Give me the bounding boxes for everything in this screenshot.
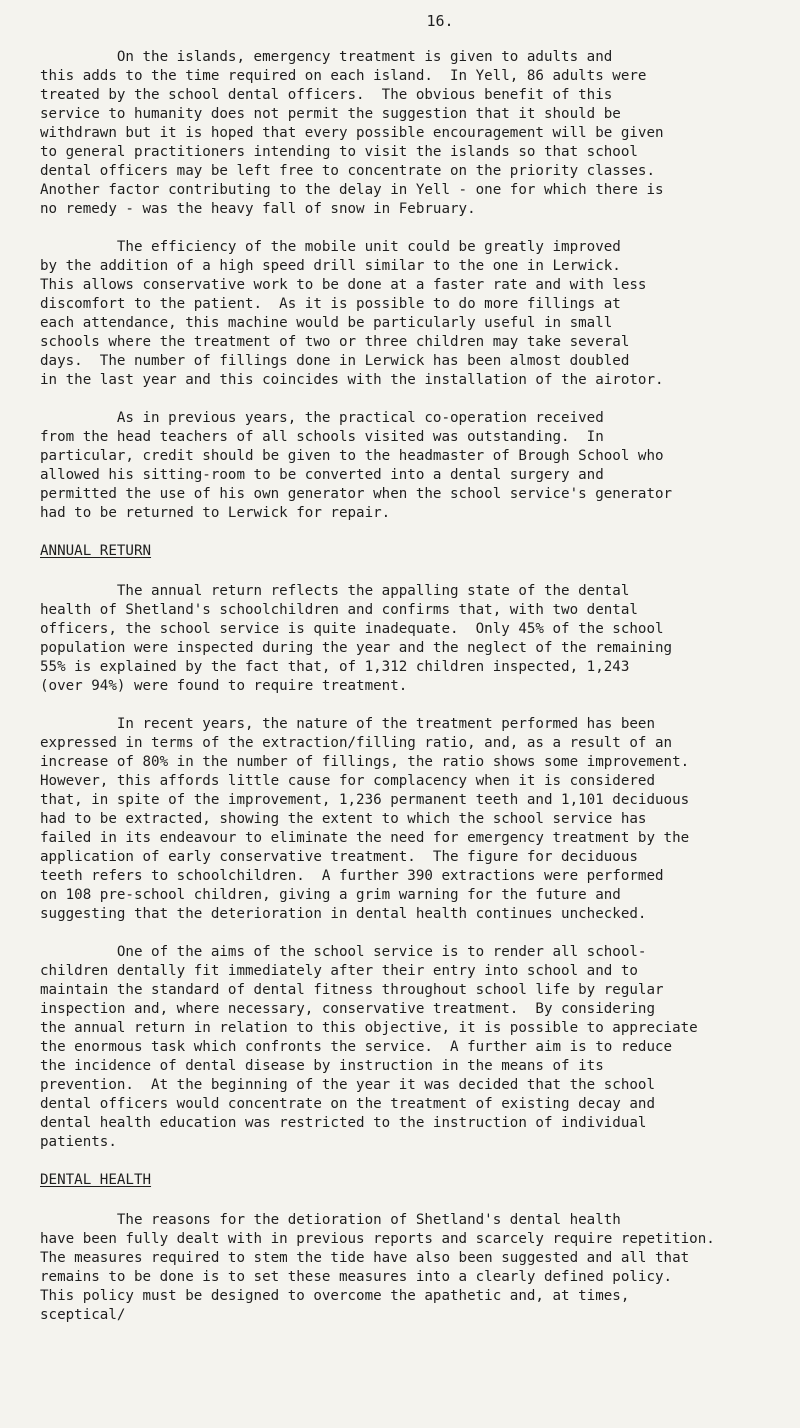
text-line: (over 94%) were found to require treatment. — [40, 678, 408, 694]
text-line: dental health education was restricted to the instruction of individual — [40, 1115, 647, 1131]
text-line: The efficiency of the mobile unit could be greatly improved — [40, 239, 621, 255]
text-line: the incidence of dental disease by instruction in the means of its — [40, 1058, 604, 1074]
text-line: allowed his sitting-room to be converted into a dental surgery and — [40, 467, 604, 483]
text-line: no remedy - was the heavy fall of snow in February. — [40, 201, 476, 217]
text-line: increase of 80% in the number of fillings, the ratio shows some improvement. — [40, 754, 690, 770]
text-line: on 108 pre-school children, giving a grim warning for the future and — [40, 887, 621, 903]
text-line: children dentally fit immediately after their entry into school and to — [40, 963, 638, 979]
text-line: This policy must be designed to overcome the apathetic and, at times, — [40, 1288, 630, 1304]
text-line: from the head teachers of all schools visited was outstanding. In — [40, 429, 604, 445]
paragraph-5 — [40, 715, 780, 924]
text-line: dental officers may be left free to concentrate on the priority classes. — [40, 163, 655, 179]
paragraph-2 — [40, 238, 780, 390]
text-line: teeth refers to schoolchildren. A further 390 extractions were performed — [40, 868, 664, 884]
text-line: 55% is explained by the fact that, of 1,312 children inspected, 1,243 — [40, 659, 630, 675]
document-body — [40, 48, 780, 1325]
text-line: population were inspected during the year and the neglect of the remaining — [40, 640, 673, 656]
paragraph-6 — [40, 943, 780, 1152]
text-line: schools where the treatment of two or three children may take several — [40, 334, 630, 350]
text-line: The annual return reflects the appalling state of the dental — [40, 583, 630, 599]
text-line: prevention. At the beginning of the year it was decided that the school — [40, 1077, 655, 1093]
text-line: to general practitioners intending to visit the islands so that school — [40, 144, 638, 160]
text-line: discomfort to the patient. As it is possible to do more fillings at — [40, 296, 621, 312]
text-line: that, in spite of the improvement, 1,236 permanent teeth and 1,101 deciduous — [40, 792, 690, 808]
text-line: patients. — [40, 1134, 117, 1150]
text-line: had to be returned to Lerwick for repair. — [40, 505, 391, 521]
text-line: by the addition of a high speed drill similar to the one in Lerwick. — [40, 258, 621, 274]
paragraph-1 — [40, 48, 780, 219]
text-line: suggesting that the deterioration in dental health continues unchecked. — [40, 906, 647, 922]
text-line: The reasons for the detioration of Shetland's dental health — [40, 1212, 621, 1228]
text-line: On the islands, emergency treatment is given to adults and — [40, 49, 613, 65]
text-line: this adds to the time required on each island. In Yell, 86 adults were — [40, 68, 647, 84]
paragraph-4 — [40, 582, 780, 696]
text-line: the enormous task which confronts the service. A further aim is to reduce — [40, 1039, 673, 1055]
text-line: Another factor contributing to the delay in Yell - one for which there is — [40, 182, 664, 198]
document-page — [40, 12, 780, 1344]
section-heading-2: DENTAL HEALTH — [40, 1172, 152, 1188]
text-line: The measures required to stem the tide have also been suggested and all that — [40, 1250, 690, 1266]
text-line: officers, the school service is quite inadequate. Only 45% of the school — [40, 621, 664, 637]
text-line: sceptical/ — [40, 1307, 126, 1323]
text-line: remains to be done is to set these measures into a clearly defined policy. — [40, 1269, 673, 1285]
text-line: treated by the school dental officers. The obvious benefit of this — [40, 87, 613, 103]
text-line: the annual return in relation to this objective, it is possible to appreciate — [40, 1020, 698, 1036]
paragraph-7 — [40, 1211, 780, 1325]
text-line: health of Shetland's schoolchildren and confirms that, with two dental — [40, 602, 638, 618]
text-line: permitted the use of his own generator when the school service's generator — [40, 486, 673, 502]
text-line: This allows conservative work to be done at a faster rate and with less — [40, 277, 647, 293]
text-line: inspection and, where necessary, conservative treatment. By considering — [40, 1001, 655, 1017]
page-number: 16. — [426, 12, 454, 30]
text-line: in the last year and this coincides with the installation of the airotor. — [40, 372, 664, 388]
text-line: have been fully dealt with in previous reports and scarcely require repetition. — [40, 1231, 715, 1247]
text-line: days. The number of fillings done in Lerwick has been almost doubled — [40, 353, 630, 369]
section-heading-1: ANNUAL RETURN — [40, 543, 152, 559]
text-line: dental officers would concentrate on the treatment of existing decay and — [40, 1096, 655, 1112]
text-line: service to humanity does not permit the suggestion that it should be — [40, 106, 621, 122]
text-line: application of early conservative treatment. The figure for deciduous — [40, 849, 638, 865]
text-line: As in previous years, the practical co-operation received — [40, 410, 604, 426]
text-line: failed in its endeavour to eliminate the need for emergency treatment by the — [40, 830, 690, 846]
text-line: withdrawn but it is hoped that every possible encouragement will be given — [40, 125, 664, 141]
paragraph-3 — [40, 409, 780, 523]
text-line: expressed in terms of the extraction/filling ratio, and, as a result of an — [40, 735, 673, 751]
text-line: One of the aims of the school service is to render all school- — [40, 944, 647, 960]
text-line: particular, credit should be given to the headmaster of Brough School who — [40, 448, 664, 464]
text-line: had to be extracted, showing the extent to which the school service has — [40, 811, 647, 827]
text-line: each attendance, this machine would be particularly useful in small — [40, 315, 613, 331]
text-line: maintain the standard of dental fitness throughout school life by regular — [40, 982, 664, 998]
text-line: In recent years, the nature of the treatment performed has been — [40, 716, 655, 732]
text-line: However, this affords little cause for complacency when it is considered — [40, 773, 655, 789]
